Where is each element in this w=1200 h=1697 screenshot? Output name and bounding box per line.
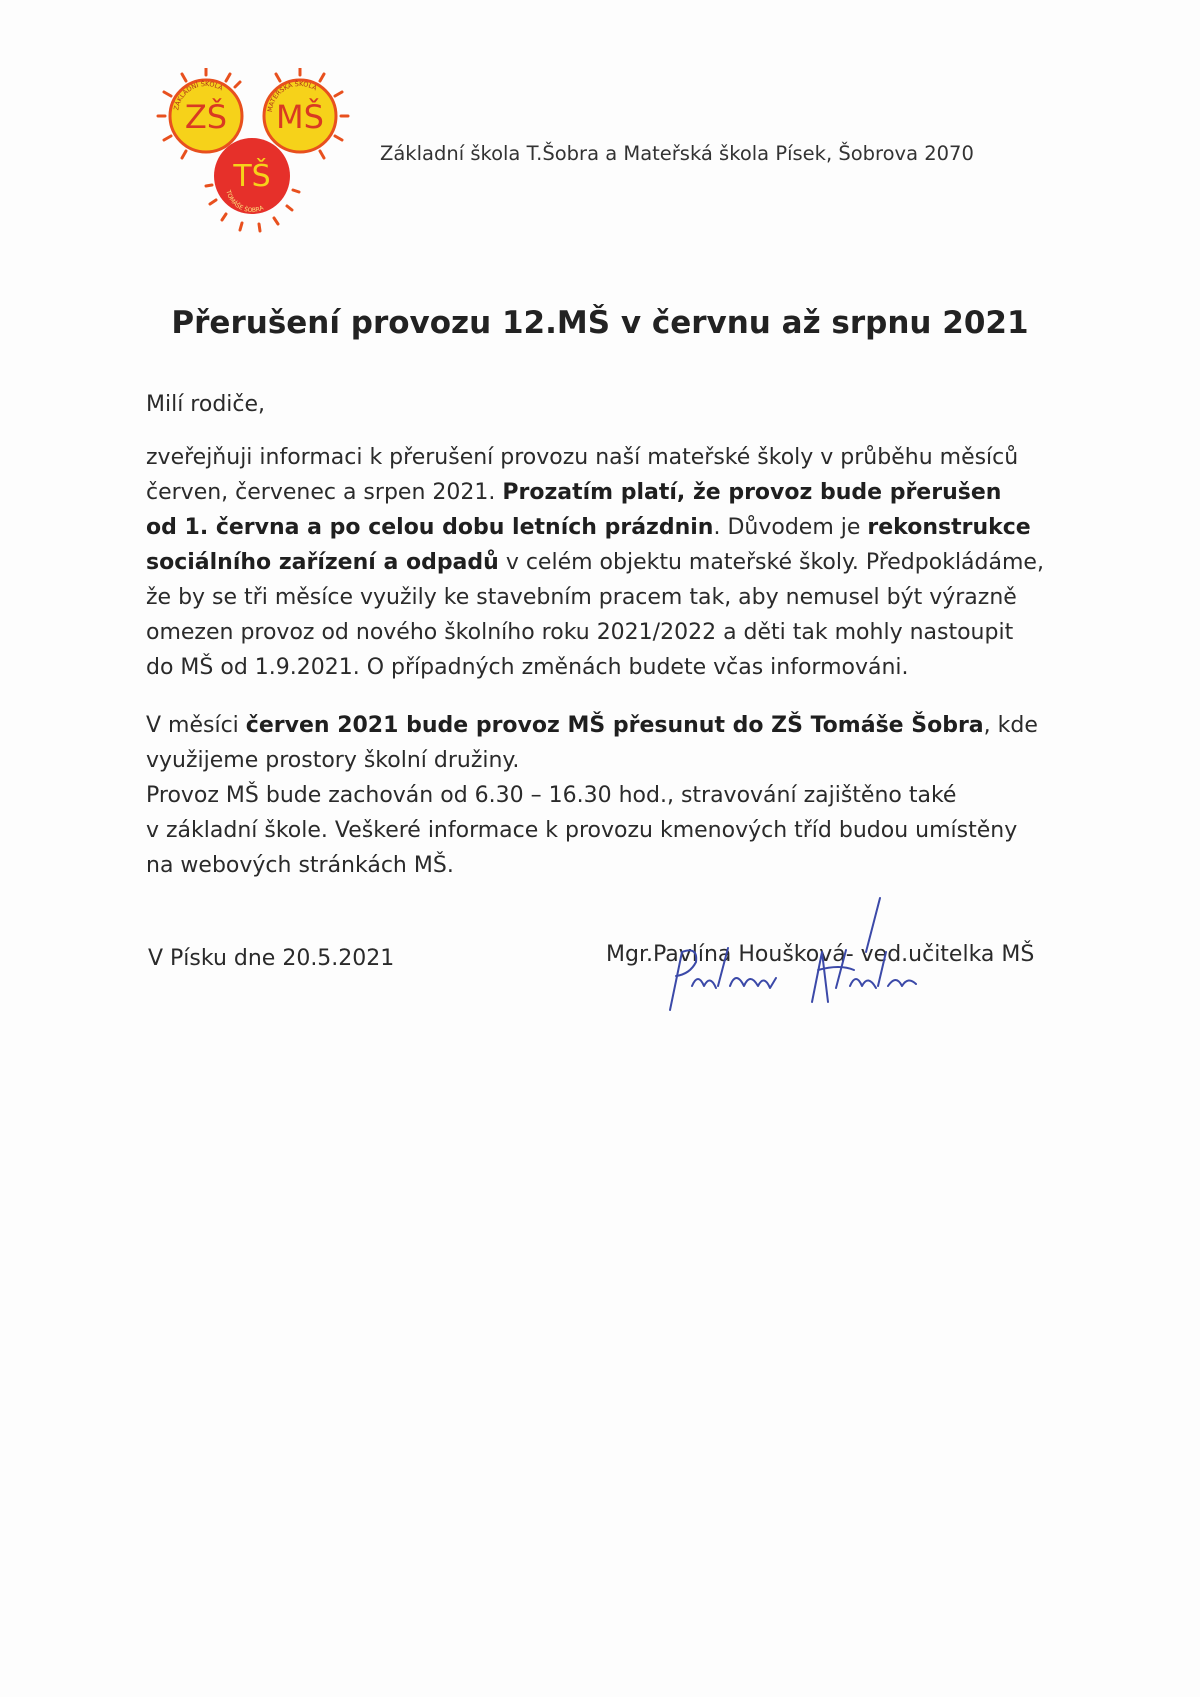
paragraph-line: v základní škole. Veškeré informace k provozu kmenových tříd budou umístěny [146, 818, 1018, 843]
paragraph-line: na webových stránkách MŠ. [146, 853, 454, 878]
paragraph-line [146, 510, 1076, 545]
paragraph-line: že by se tři měsíce využily ke stavebním pracem tak, aby nemusel být výrazně [146, 585, 1017, 610]
paragraph-line: omezen provoz od nového školního roku 2021/2022 a děti tak mohly nastoupit [146, 620, 1014, 645]
paragraph-line: zveřejňuji informaci k přerušení provozu naší mateřské školy v průběhu měsíců [146, 445, 1019, 470]
logo-ring-text-ms: MATEŘSKÁ ŠKOLA [265, 79, 319, 113]
text-segment: , kde [983, 713, 1038, 738]
text-segment: . Důvodem je [713, 515, 868, 540]
greeting: Milí rodiče, [146, 392, 266, 417]
paragraph-line [146, 545, 1076, 580]
logo-ring-text-ts: TOMÁŠE ŠOBRA [224, 189, 265, 215]
handwritten-signature [640, 890, 970, 1030]
bold-segment: sociálního zařízení a odpadů [146, 550, 499, 575]
logo-text-ms: MŠ [276, 98, 324, 136]
signer-name: Mgr.Pavlína Houšková- ved.učitelka MŠ [606, 942, 1035, 967]
paragraph-june-relocation [146, 708, 1076, 883]
paragraph-line: Provoz MŠ bude zachován od 6.30 – 16.30 hod., stravování zajištěno také [146, 783, 957, 808]
paragraph-line [146, 475, 1076, 510]
text-segment: V měsíci [146, 713, 246, 738]
logo-text-ts: TŠ [233, 159, 271, 194]
school-logo [156, 68, 364, 238]
place-and-date: V Písku dne 20.5.2021 [148, 946, 395, 971]
document-title: Přerušení provozu 12.MŠ v červnu až srpnu 2021 [171, 305, 1029, 341]
bold-segment: Prozatím platí, že provoz bude přerušen [502, 480, 1002, 505]
logo-ring-text-zs: ZÁKLADNÍ ŠKOLA [172, 79, 225, 111]
paragraph-line [146, 708, 1076, 743]
bold-segment: červen 2021 bude provoz MŠ přesunut do ZŠ Tomáše Šobra [245, 713, 984, 738]
paragraph-line: využijeme prostory školní družiny. [146, 748, 520, 773]
bold-segment: od 1. června a po celou dobu letních prázdnin [146, 515, 714, 540]
organization-header: Základní škola T.Šobra a Mateřská škola Písek, Šobrova 2070 [380, 142, 974, 165]
text-segment: v celém objektu mateřské školy. Předpokládáme, [498, 550, 1044, 575]
logo-text-zs: ZŠ [184, 98, 228, 136]
paragraph-closure-info [146, 440, 1076, 685]
paragraph-line: do MŠ od 1.9.2021. O případných změnách budete včas informováni. [146, 655, 909, 680]
text-segment: červen, červenec a srpen 2021. [146, 480, 503, 505]
bold-segment: rekonstrukce [867, 515, 1031, 540]
